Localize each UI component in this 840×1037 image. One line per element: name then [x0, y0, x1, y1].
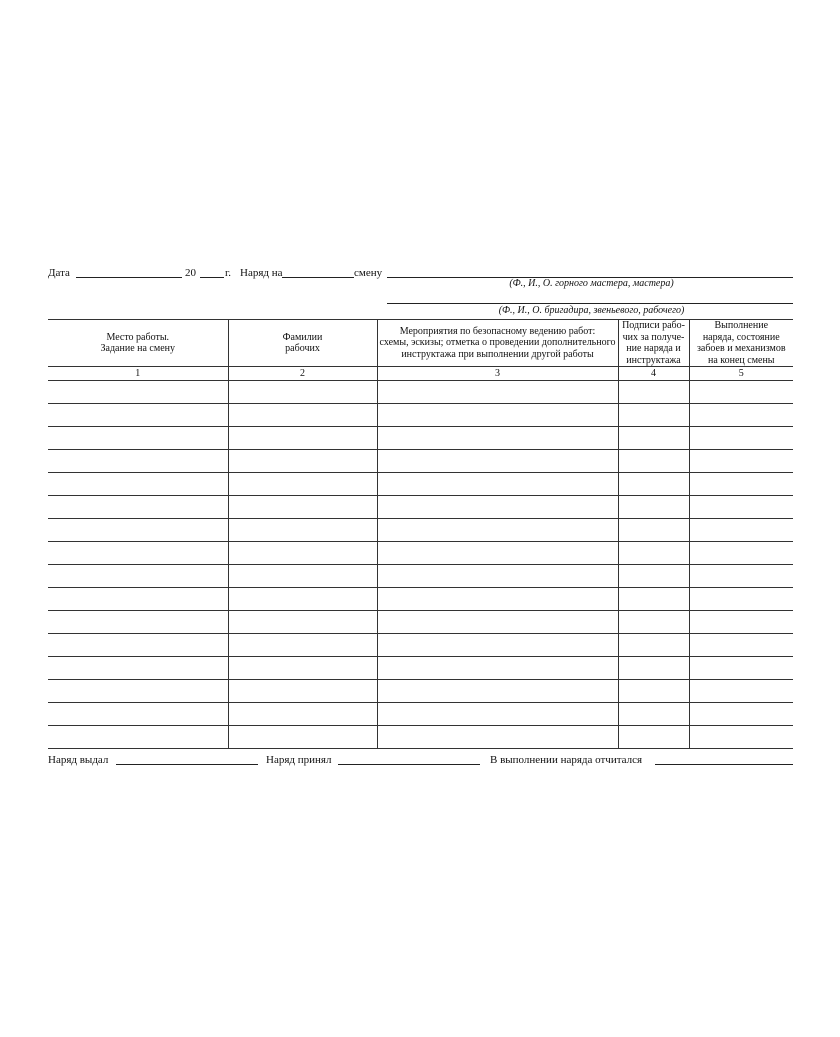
column-number-1: 1 — [48, 367, 228, 381]
table-row — [48, 496, 793, 519]
year-suffix: г. — [225, 267, 232, 279]
column-header-line: Задание на смену — [100, 343, 175, 354]
table-cell[interactable] — [689, 496, 793, 519]
table-cell[interactable] — [228, 588, 377, 611]
column-header-line: забоев и механизмов — [696, 343, 786, 354]
table-cell[interactable] — [48, 703, 228, 726]
table-cell[interactable] — [618, 703, 689, 726]
table-cell[interactable] — [618, 381, 689, 404]
table-cell[interactable] — [228, 404, 377, 427]
table-cell[interactable] — [228, 427, 377, 450]
table-cell[interactable] — [618, 519, 689, 542]
reported-by-field[interactable] — [655, 764, 793, 765]
column-header-line: Фамилии — [282, 331, 323, 343]
table-cell[interactable] — [618, 450, 689, 473]
column-number-3: 3 — [377, 367, 618, 381]
table-cell[interactable] — [48, 634, 228, 657]
column-header-line: схемы, эскизы; отметка о проведении дополнительного — [379, 337, 616, 349]
year-prefix: 20 — [185, 267, 196, 279]
table-cell[interactable] — [689, 404, 793, 427]
column-header-line: рабочих — [285, 343, 320, 354]
column-number-2: 2 — [228, 367, 377, 381]
table-row — [48, 404, 793, 427]
column-header-3 — [377, 320, 618, 367]
table-cell[interactable] — [377, 496, 618, 519]
table-cell[interactable] — [48, 680, 228, 703]
table-cell[interactable] — [689, 473, 793, 496]
table-cell[interactable] — [618, 680, 689, 703]
table-cell[interactable] — [618, 404, 689, 427]
table-cell[interactable] — [689, 680, 793, 703]
shift-label: смену — [354, 267, 383, 279]
table-cell[interactable] — [48, 427, 228, 450]
date-field[interactable] — [76, 277, 182, 278]
table-row — [48, 473, 793, 496]
table-row — [48, 450, 793, 473]
table-cell[interactable] — [377, 611, 618, 634]
column-header-line: Выполнение — [714, 320, 769, 331]
table-cell[interactable] — [228, 496, 377, 519]
table-row — [48, 634, 793, 657]
column-header-line: наряда, состояние — [702, 331, 780, 343]
table-cell[interactable] — [228, 634, 377, 657]
table-cell[interactable] — [689, 634, 793, 657]
column-number-4: 4 — [618, 367, 689, 381]
column-number-row — [48, 367, 793, 381]
column-header-line: ние наряда и — [626, 343, 681, 354]
master-caption: (Ф., И., О. горного мастера, мастера) — [509, 278, 674, 289]
column-header-4 — [618, 320, 689, 367]
table-cell[interactable] — [228, 680, 377, 703]
table-cell[interactable] — [377, 381, 618, 404]
table-row — [48, 565, 793, 588]
table-cell[interactable] — [48, 565, 228, 588]
column-header-line: чих за получе- — [622, 331, 685, 343]
accepted-label: Наряд принял — [266, 754, 332, 766]
table-cell[interactable] — [48, 496, 228, 519]
table-row — [48, 611, 793, 634]
table-cell[interactable] — [618, 634, 689, 657]
table-cell[interactable] — [618, 588, 689, 611]
table-cell[interactable] — [228, 657, 377, 680]
column-header-line: Подписи рабо- — [622, 320, 685, 331]
table-cell[interactable] — [377, 657, 618, 680]
shift-number-field[interactable] — [282, 277, 354, 278]
column-header-2 — [228, 320, 377, 367]
table-row — [48, 726, 793, 749]
table-row — [48, 519, 793, 542]
table-row — [48, 542, 793, 565]
table-cell[interactable] — [48, 611, 228, 634]
column-header-line: на конец смены — [707, 354, 775, 366]
column-header-line: инструктажа — [626, 354, 681, 366]
table-row — [48, 680, 793, 703]
table-cell[interactable] — [377, 565, 618, 588]
table-cell[interactable] — [48, 473, 228, 496]
column-header-5 — [689, 320, 793, 367]
table-body — [48, 381, 793, 749]
column-header-line: Мероприятия по безопасному ведению работ: — [399, 325, 596, 337]
table-cell[interactable] — [48, 450, 228, 473]
table-cell[interactable] — [48, 542, 228, 565]
table-cell[interactable] — [377, 726, 618, 749]
table-cell[interactable] — [228, 473, 377, 496]
year-field[interactable] — [200, 277, 224, 278]
table-cell[interactable] — [48, 404, 228, 427]
order-for-label: Наряд на — [240, 267, 283, 279]
table-cell[interactable] — [689, 657, 793, 680]
table-row — [48, 657, 793, 680]
table-cell[interactable] — [48, 519, 228, 542]
table-cell[interactable] — [377, 634, 618, 657]
table-row — [48, 427, 793, 450]
table-cell[interactable] — [689, 381, 793, 404]
table-cell[interactable] — [618, 427, 689, 450]
table-cell[interactable] — [228, 542, 377, 565]
table-cell[interactable] — [377, 473, 618, 496]
table-cell[interactable] — [689, 450, 793, 473]
table-row — [48, 381, 793, 404]
table-cell[interactable] — [377, 588, 618, 611]
table-cell[interactable] — [618, 542, 689, 565]
table-cell[interactable] — [618, 473, 689, 496]
table-cell[interactable] — [228, 703, 377, 726]
table-cell[interactable] — [689, 611, 793, 634]
brigadier-name-field[interactable] — [387, 303, 793, 304]
table-cell[interactable] — [618, 726, 689, 749]
column-header-line: Место работы. — [106, 331, 170, 343]
column-number-5: 5 — [689, 367, 793, 381]
table-cell[interactable] — [618, 657, 689, 680]
work-order-table — [48, 319, 793, 749]
date-label: Дата — [48, 267, 70, 279]
table-cell[interactable] — [618, 611, 689, 634]
table-cell[interactable] — [377, 703, 618, 726]
table-cell[interactable] — [228, 611, 377, 634]
table-cell[interactable] — [377, 450, 618, 473]
table-cell[interactable] — [618, 565, 689, 588]
table-cell[interactable] — [48, 657, 228, 680]
table-header-row — [48, 320, 793, 367]
accepted-by-field[interactable] — [338, 764, 480, 765]
table-cell[interactable] — [228, 381, 377, 404]
table-cell[interactable] — [228, 450, 377, 473]
table-cell[interactable] — [377, 404, 618, 427]
table-cell[interactable] — [228, 565, 377, 588]
table-cell[interactable] — [377, 680, 618, 703]
table-cell[interactable] — [48, 381, 228, 404]
issued-by-field[interactable] — [116, 764, 258, 765]
table-cell[interactable] — [377, 519, 618, 542]
table-cell[interactable] — [228, 519, 377, 542]
footer-line — [48, 752, 793, 768]
table-cell[interactable] — [689, 519, 793, 542]
table-cell[interactable] — [618, 496, 689, 519]
brigadier-caption: (Ф., И., О. бригадира, звеньевого, рабочего) — [498, 305, 685, 316]
table-cell[interactable] — [689, 427, 793, 450]
issued-label: Наряд выдал — [48, 754, 109, 766]
table-cell[interactable] — [377, 427, 618, 450]
table-row — [48, 588, 793, 611]
table-cell[interactable] — [689, 726, 793, 749]
column-header-1 — [48, 320, 228, 367]
table-cell[interactable] — [48, 726, 228, 749]
column-header-line: инструктажа при выполнении другой работы — [401, 348, 594, 360]
reported-label: В выполнении наряда отчитался — [490, 754, 643, 766]
table-cell[interactable] — [48, 588, 228, 611]
table-cell[interactable] — [689, 542, 793, 565]
table-cell[interactable] — [377, 542, 618, 565]
table-cell[interactable] — [689, 588, 793, 611]
table-cell[interactable] — [228, 726, 377, 749]
table-cell[interactable] — [689, 565, 793, 588]
table-row — [48, 703, 793, 726]
table-cell[interactable] — [689, 703, 793, 726]
